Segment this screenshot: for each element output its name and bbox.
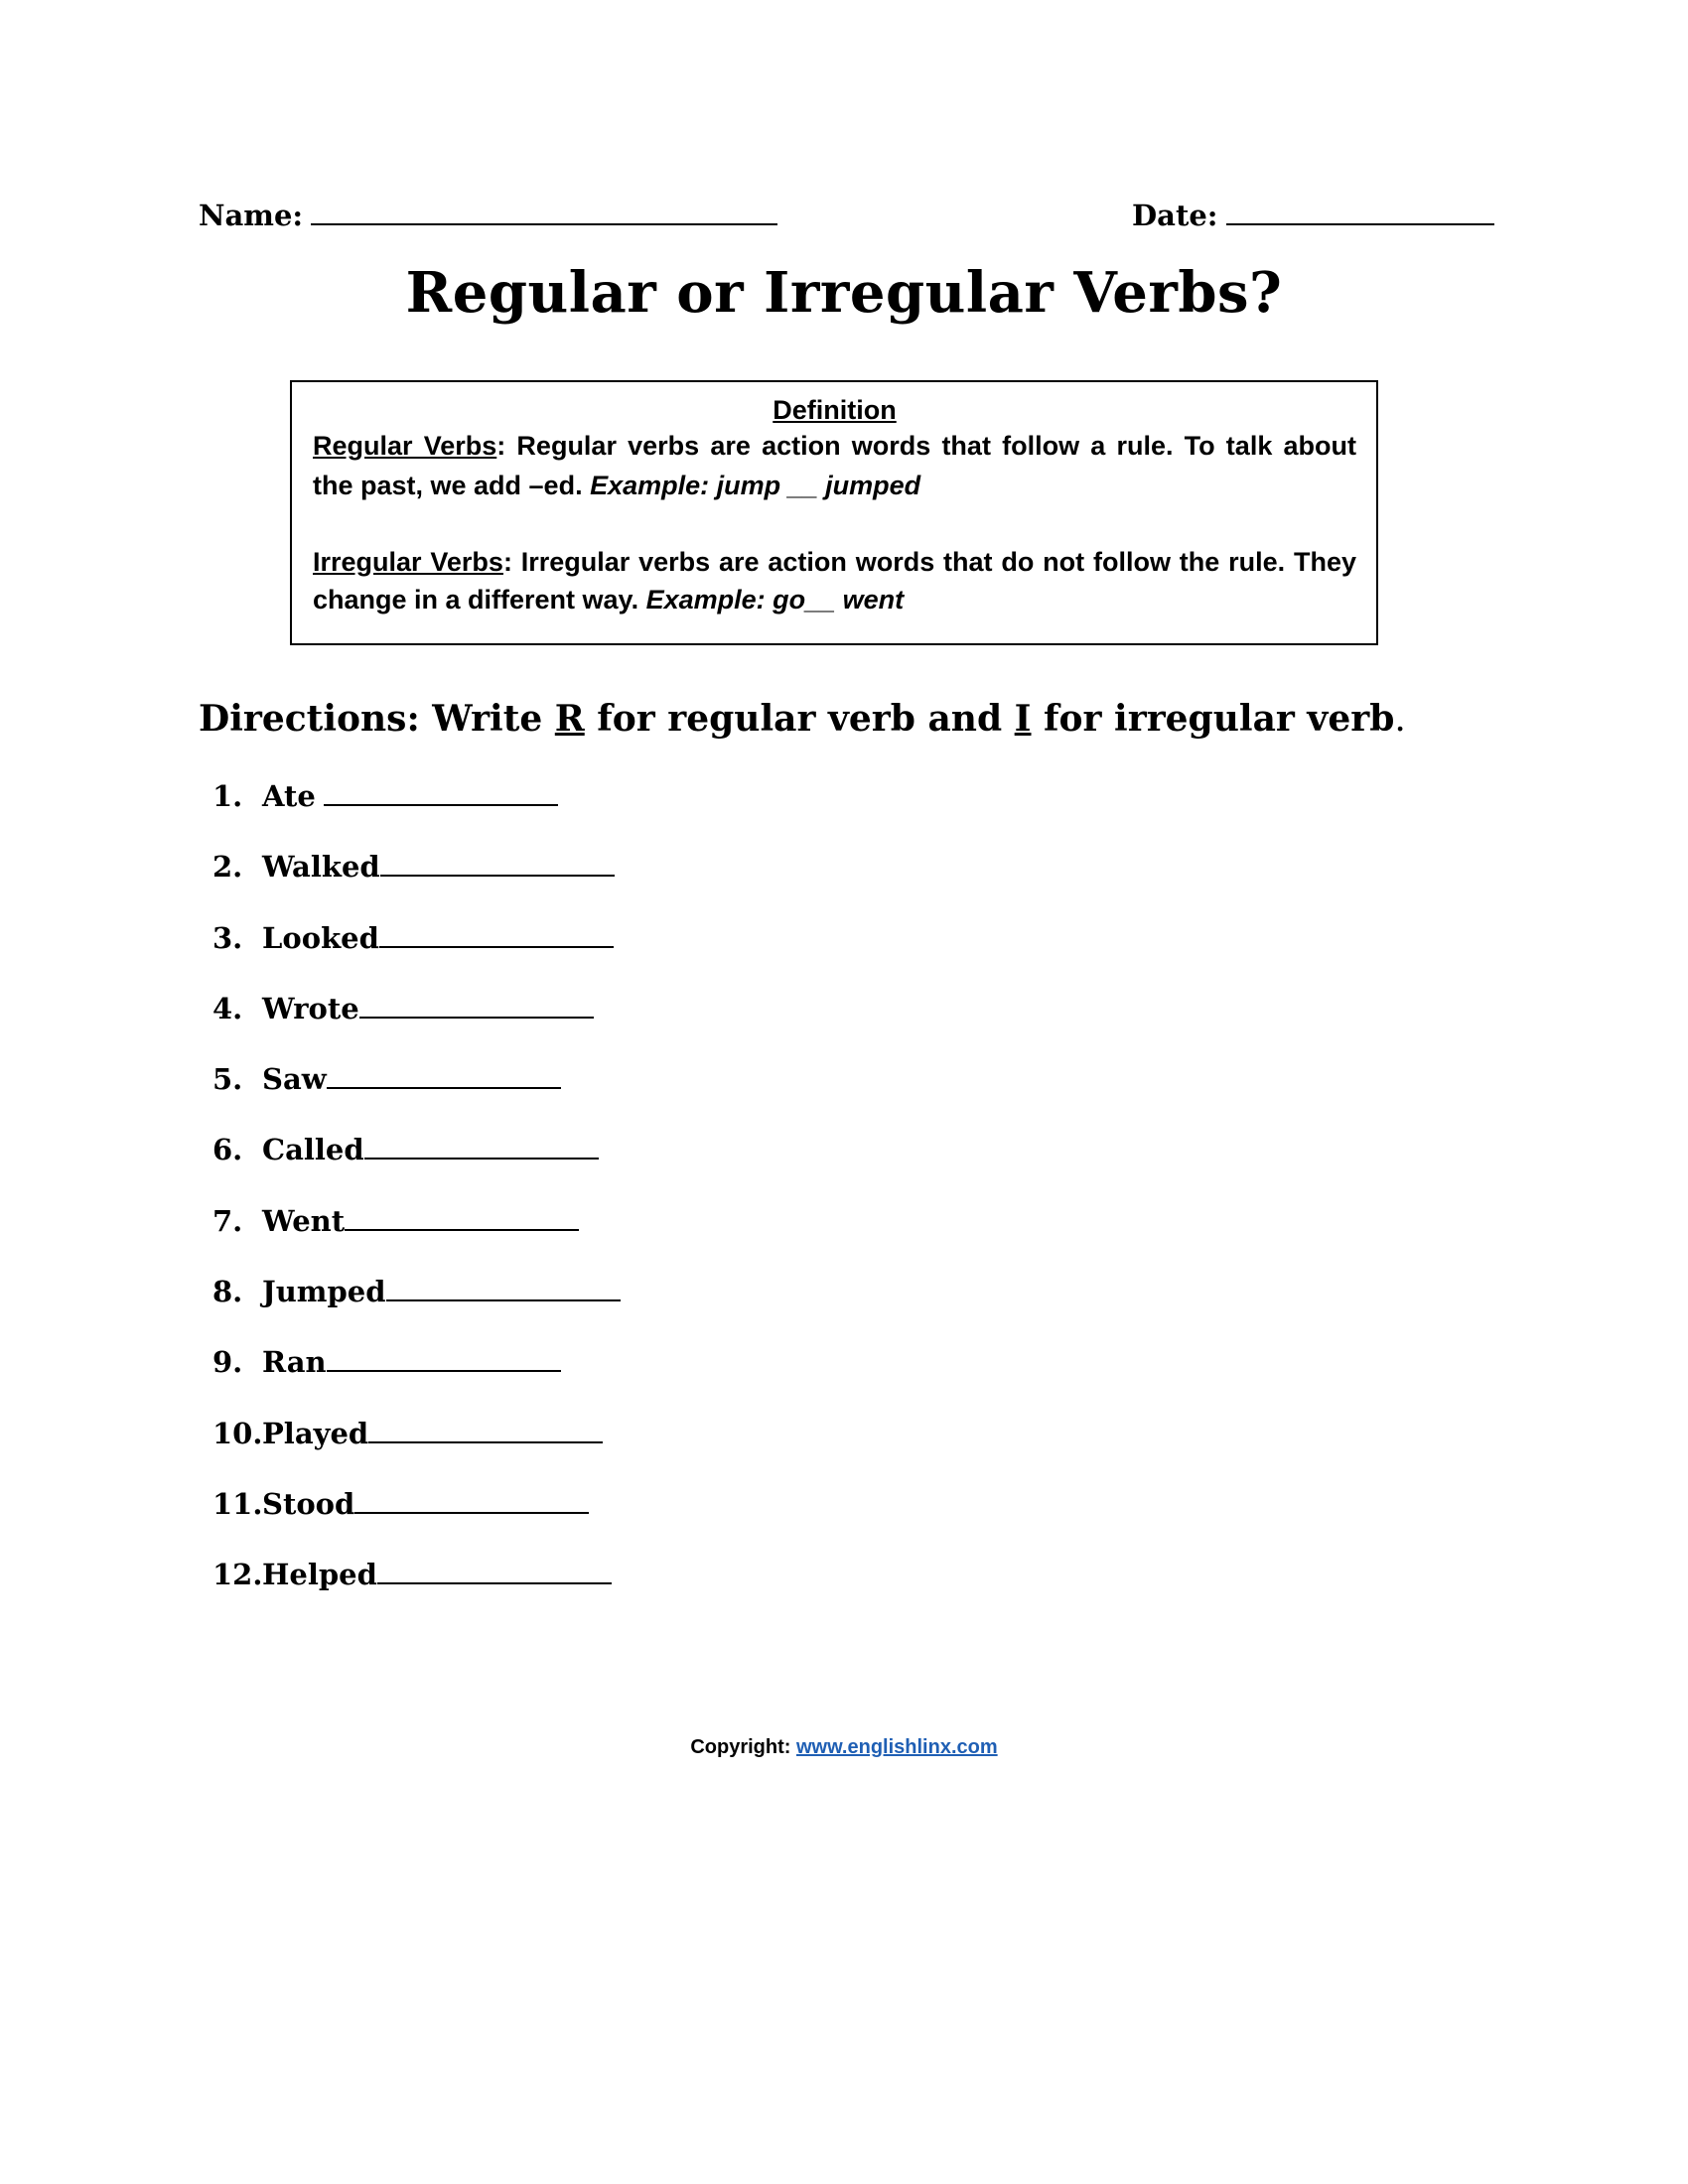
irregular-verbs-definition: [313, 543, 1356, 618]
list-item: [212, 1558, 621, 1628]
directions: [199, 698, 1406, 740]
item-number: 11.: [212, 1486, 263, 1521]
list-item: [212, 1487, 621, 1558]
irregular-verbs-text: : Irregular verbs are action words that do not follow the rule. They change in a different way.: [313, 547, 1356, 614]
definition-box: [290, 380, 1378, 645]
website-link[interactable]: www.englishlinx.com: [796, 1736, 998, 1758]
regular-verbs-example: Example: jump __ jumped: [590, 471, 921, 500]
date-blank-line[interactable]: [1226, 200, 1494, 225]
verb-word: Walked: [262, 850, 380, 885]
answer-blank-line[interactable]: [386, 1278, 621, 1301]
verb-word: Saw: [262, 1062, 327, 1097]
list-item: [212, 1275, 621, 1345]
answer-blank-line[interactable]: [327, 1348, 561, 1372]
item-number: 7.: [212, 1203, 243, 1238]
answer-blank-line[interactable]: [345, 1207, 579, 1231]
item-number: 3.: [212, 920, 243, 955]
irregular-verbs-example: Example: go__ went: [645, 585, 905, 614]
directions-middle: for regular verb and: [584, 698, 1015, 740]
header-row: [199, 199, 1489, 238]
verb-word: Went: [262, 1203, 346, 1238]
verb-word: Stood: [262, 1486, 355, 1521]
list-item: [212, 1062, 621, 1133]
list-item: [212, 779, 621, 850]
directions-period: .: [1394, 699, 1406, 740]
answer-blank-line[interactable]: [354, 1490, 589, 1514]
directions-suffix: for irregular verb: [1031, 698, 1395, 740]
regular-verbs-term: Regular Verbs: [313, 431, 497, 461]
list-item: [212, 1345, 621, 1416]
item-number: 5.: [212, 1062, 243, 1097]
verb-word: Helped: [262, 1558, 377, 1592]
verb-word: Ran: [262, 1345, 327, 1380]
list-item: [212, 992, 621, 1062]
regular-verbs-text: : Regular verbs are action words that follow a rule. To talk about the past, we add –ed.: [313, 431, 1356, 500]
answer-blank-line[interactable]: [359, 995, 594, 1019]
item-number: 1.: [212, 779, 243, 813]
item-number: 2.: [212, 850, 243, 885]
item-number: 9.: [212, 1345, 243, 1380]
verb-word: Called: [262, 1133, 364, 1167]
copyright-footer: [0, 1736, 1688, 1759]
date-field-group: [1132, 199, 1494, 232]
item-number: 10.: [212, 1416, 263, 1450]
name-blank-line[interactable]: [311, 200, 777, 225]
definition-heading: Definition: [773, 395, 897, 425]
copyright-label: Copyright:: [690, 1736, 791, 1758]
answer-blank-line[interactable]: [380, 853, 615, 877]
list-item: [212, 850, 621, 920]
verb-word: Played: [262, 1416, 369, 1450]
item-number: 6.: [212, 1133, 243, 1167]
item-number: 12.: [212, 1558, 263, 1592]
verb-word: Jumped: [262, 1275, 386, 1309]
verb-word: Ate: [262, 779, 316, 813]
date-label: Date:: [1132, 199, 1218, 232]
directions-r-letter: R: [554, 698, 585, 740]
list-item: [212, 1133, 621, 1203]
answer-blank-line[interactable]: [379, 924, 614, 948]
name-field-group: [199, 199, 777, 232]
list-item: [212, 1204, 621, 1275]
item-number: 4.: [212, 991, 243, 1025]
name-label: Name:: [199, 199, 304, 232]
answer-blank-line[interactable]: [327, 1065, 561, 1089]
answer-blank-line[interactable]: [324, 782, 558, 806]
regular-verbs-definition: [313, 426, 1356, 505]
answer-blank-line[interactable]: [368, 1420, 603, 1443]
list-item: [212, 1417, 621, 1487]
directions-i-letter: I: [1014, 698, 1032, 740]
answer-blank-line[interactable]: [364, 1136, 599, 1160]
verb-list: [212, 779, 621, 1629]
verb-word: Looked: [262, 920, 379, 955]
irregular-verbs-term: Irregular Verbs: [313, 547, 503, 577]
answer-blank-line[interactable]: [377, 1561, 612, 1584]
verb-word: Wrote: [262, 991, 359, 1025]
item-number: 8.: [212, 1275, 243, 1309]
list-item: [212, 921, 621, 992]
directions-prefix: Directions: Write: [199, 698, 555, 740]
page-title: Regular or Irregular Verbs?: [405, 260, 1283, 326]
